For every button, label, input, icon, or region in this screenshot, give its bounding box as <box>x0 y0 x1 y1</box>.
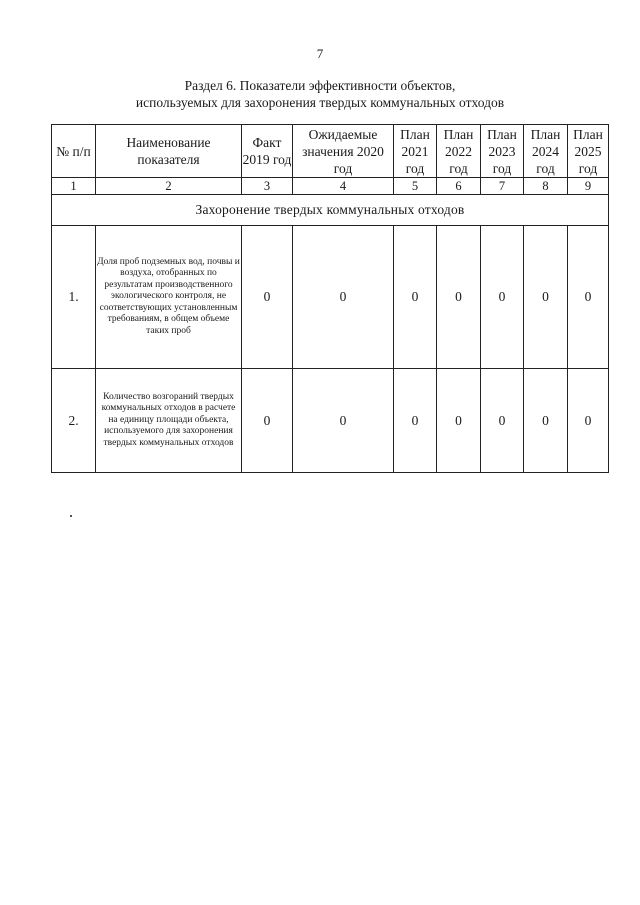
header-cell-plan-2021: План 2021 год <box>394 125 437 178</box>
value-cell: 0 <box>394 369 437 473</box>
section-row <box>52 195 609 226</box>
column-number-cell: 8 <box>524 178 568 195</box>
section-title-heading <box>0 77 640 111</box>
value-cell: 0 <box>242 369 293 473</box>
table-row <box>52 226 609 369</box>
value-cell: 0 <box>242 226 293 369</box>
header-cell-plan-2025: План 2025 год <box>568 125 609 178</box>
column-number-cell: 9 <box>568 178 609 195</box>
header-cell-plan-2022: План 2022 год <box>437 125 481 178</box>
column-number-row <box>52 178 609 195</box>
value-cell: 0 <box>293 369 394 473</box>
column-number-cell: 4 <box>293 178 394 195</box>
column-number-cell: 6 <box>437 178 481 195</box>
value-cell: 0 <box>568 369 609 473</box>
value-cell: 0 <box>394 226 437 369</box>
row-number-cell: 1. <box>52 226 96 369</box>
value-cell: 0 <box>568 226 609 369</box>
indicator-name-cell: Доля проб подземных вод, почвы и воздуха, отобранных по результатам производственного экологического контроля, не соответствующих установленным требованиям, в общем объеме таких проб <box>96 226 242 369</box>
column-number-cell: 2 <box>96 178 242 195</box>
page-number: 7 <box>316 46 324 61</box>
value-cell: 0 <box>524 226 568 369</box>
header-cell-num: № п/п <box>52 125 96 178</box>
scan-speck <box>70 515 72 517</box>
value-cell: 0 <box>524 369 568 473</box>
value-cell: 0 <box>481 369 524 473</box>
column-number-cell: 1 <box>52 178 96 195</box>
header-row <box>52 125 609 178</box>
value-cell: 0 <box>293 226 394 369</box>
value-cell: 0 <box>437 226 481 369</box>
title-line-2: используемых для захоронения твердых коммунальных отходов <box>135 95 505 110</box>
indicator-name-cell: Количество возгораний твердых коммунальных отходов в расчете на единицу площади объекта, используемого для захоронения твердых коммунальных отходов <box>96 369 242 473</box>
header-cell-name: Наименование показателя <box>96 125 242 178</box>
header-cell-expected-2020: Ожидаемые значения 2020 год <box>293 125 394 178</box>
column-number-cell: 3 <box>242 178 293 195</box>
column-number-cell: 7 <box>481 178 524 195</box>
indicators-table <box>51 124 609 473</box>
row-number-cell: 2. <box>52 369 96 473</box>
header-cell-plan-2023: План 2023 год <box>481 125 524 178</box>
table-row <box>52 369 609 473</box>
title-line-1: Раздел 6. Показатели эффективности объектов, <box>184 78 456 93</box>
section-title-cell: Захоронение твердых коммунальных отходов <box>52 195 609 226</box>
header-cell-fact-2019: Факт 2019 год <box>242 125 293 178</box>
value-cell: 0 <box>481 226 524 369</box>
column-number-cell: 5 <box>394 178 437 195</box>
header-cell-plan-2024: План 2024 год <box>524 125 568 178</box>
value-cell: 0 <box>437 369 481 473</box>
